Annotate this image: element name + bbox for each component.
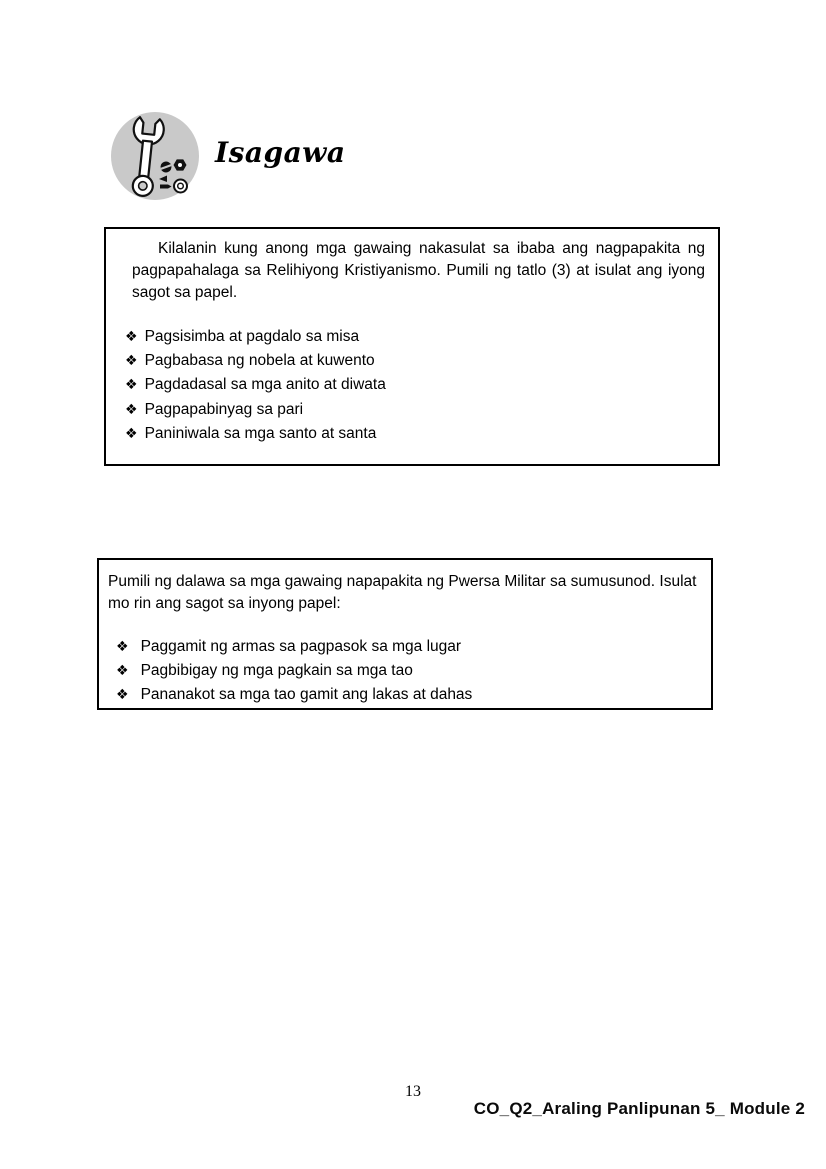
list-item-label: Pagdadasal sa mga anito at diwata: [144, 376, 386, 394]
list-item-label: Paggamit ng armas sa pagpasok sa mga lugar: [140, 638, 462, 655]
instruction-box-kristiyanismo: [104, 227, 720, 466]
list-item-label: Paniniwala sa mga santo at santa: [144, 424, 377, 442]
instruction-paragraph: Kilalanin kung anong mga gawaing nakasulat sa ibaba ang nagpapakita ng pagpapahalaga sa Relihiyong Kristiyanismo. Pumili ng tatlo (3) at isulat ang iyong sagot sa papel.: [132, 240, 705, 301]
choices-list-pwersa-militar: [99, 635, 711, 708]
list-item-label: Pagbabasa ng nobela at kuwento: [144, 352, 375, 370]
diamond-bullet-icon: ❖: [125, 329, 138, 345]
list-item: [125, 349, 718, 373]
choices-list-kristiyanismo: [106, 325, 718, 446]
list-item: [116, 635, 711, 659]
list-item: [125, 325, 718, 349]
instruction-paragraph: Pumili ng dalawa sa mga gawaing napapakita ng Pwersa Militar sa sumusunod. Isulat mo rin ang sagot sa inyong papel:: [108, 573, 697, 612]
list-item: [125, 373, 718, 397]
diamond-bullet-icon: ❖: [125, 425, 138, 442]
list-item-label: Pananakot sa mga tao gamit ang lakas at dahas: [140, 686, 473, 704]
list-item-label: Pagbibigay ng mga pagkain sa mga tao: [140, 662, 413, 680]
diamond-bullet-icon: ❖: [116, 639, 129, 655]
instruction-box-pwersa-militar: [97, 558, 713, 710]
diamond-bullet-icon: ❖: [125, 377, 138, 394]
list-item: [116, 683, 711, 707]
list-item-label: Pagsisimba at pagdalo sa misa: [144, 328, 360, 345]
list-item: [125, 398, 718, 422]
diamond-bullet-icon: ❖: [125, 353, 138, 370]
page-number: 13: [405, 1083, 421, 1100]
list-item: [125, 422, 718, 446]
wrench-tools-icon: [110, 111, 200, 201]
page-title: Isagawa: [215, 136, 346, 169]
diamond-bullet-icon: ❖: [116, 663, 129, 680]
list-item: [116, 659, 711, 683]
module-footer-label: CO_Q2_Araling Panlipunan 5_ Module 2: [473, 1099, 805, 1118]
diamond-bullet-icon: ❖: [116, 687, 129, 704]
diamond-bullet-icon: ❖: [125, 401, 138, 418]
activity-badge: [110, 111, 200, 201]
list-item-label: Pagpapabinyag sa pari: [144, 400, 304, 418]
